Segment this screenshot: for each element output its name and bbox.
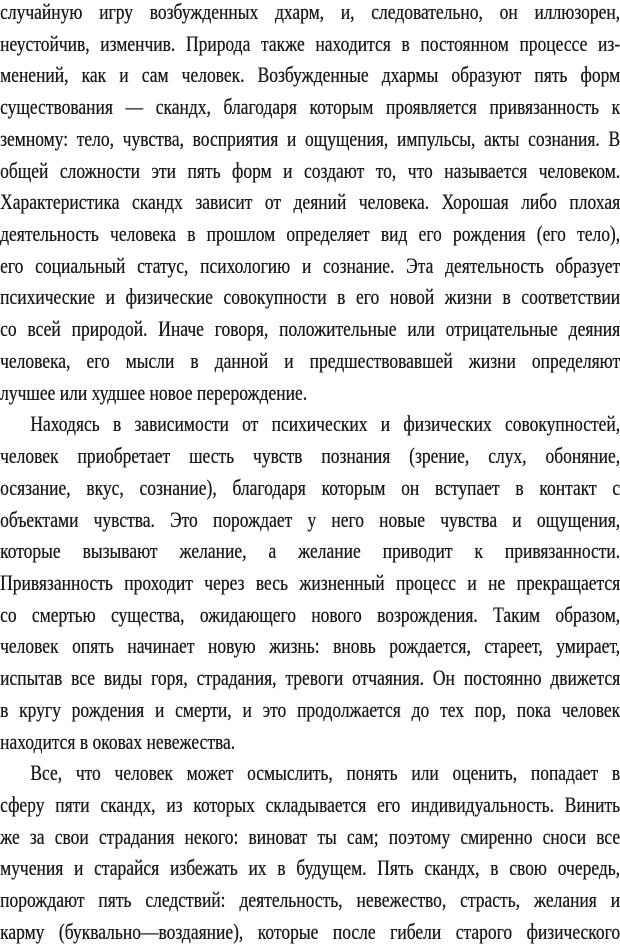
text-line: порождают пять следствий: деятельность, невежество, страсть, желания и: [0, 887, 620, 913]
text-line: испытав все виды горя, страдания, тревоги отчаяния. Он постоянно движется: [0, 665, 620, 691]
text-line: Характеристика скандх зависит от деяний человека. Хорошая либо плохая: [0, 189, 620, 215]
text-line: общей сложности эти пять форм и создают то, что называется человеком.: [0, 157, 620, 183]
text-line: карму (буквально—воздаяние), которые после гибели старого физического: [0, 918, 620, 944]
text-line: объектами чувства. Это порождает у него новые чувства и ощущения,: [0, 506, 620, 532]
text-line: находится в оковах невежества.: [0, 728, 236, 754]
text-line: которые вызывают желание, а желание приводит к привязанности.: [0, 538, 620, 564]
text-line: деятельность человека в прошлом определяет вид его рождения (его тело),: [0, 221, 620, 247]
text-line: человека, его мысли в данной и предшествовавшей жизни определяют: [0, 347, 620, 373]
text-line: психические и физические совокупности в его новой жизни в соответствии: [0, 284, 620, 310]
text-line: его социальный статус, психологию и сознание. Эта деятельность образует: [0, 252, 620, 278]
text-line: сферу пяти скандх, из которых складывается его индивидуальность. Винить: [0, 791, 620, 817]
text-line: со смертью существа, ожидающего нового возрождения. Таким образом,: [0, 601, 620, 627]
paragraph: [0, 757, 620, 947]
paragraph: [0, 408, 620, 757]
text-line: осязание, вкус, сознание), благодаря которым он вступает в контакт с: [0, 474, 620, 500]
text-line: мучения и старайся избежать их в будущем. Пять скандх, в свою очередь,: [0, 855, 620, 881]
text-line: Находясь в зависимости от психических и физических совокупностей,: [30, 411, 620, 437]
text-line: неустойчив, изменчив. Природа также находится в постоянном процессе из-: [0, 30, 620, 56]
text-line: земному: тело, чувства, восприятия и ощущения, импульсы, акты сознания. В: [0, 125, 620, 151]
text-line: Все, что человек может осмыслить, понять или оценить, попадает в: [30, 760, 620, 786]
text-line: в кругу рождения и смерти, и это продолжается до тех пор, пока человек: [0, 696, 620, 722]
text-line: менений, как и сам человек. Возбужденные дхармы образуют пять форм: [0, 62, 620, 88]
text-line: Привязанность проходит через весь жизненный процесс и не прекращается: [0, 569, 620, 595]
paragraph: [0, 0, 620, 408]
text-line: же за свои страдания некого: виноват ты сам; поэтому смиренно сноси все: [0, 823, 620, 849]
text-line: случайную игру возбужденных дхарм, и, следовательно, он иллюзорен,: [0, 0, 620, 24]
text-line: человек приобретает шесть чувств познания (зрение, слух, обоняние,: [0, 443, 620, 469]
text-line: лучшее или худшее новое перерождение.: [0, 379, 308, 405]
text-line: со всей природой. Иначе говоря, положительные или отрицательные деяния: [0, 316, 620, 342]
text-line: человек опять начинает новую жизнь: вновь рождается, стареет, умирает,: [0, 633, 620, 659]
text-line: существования — скандх, благодаря которым проявляется привязанность к: [0, 94, 620, 120]
